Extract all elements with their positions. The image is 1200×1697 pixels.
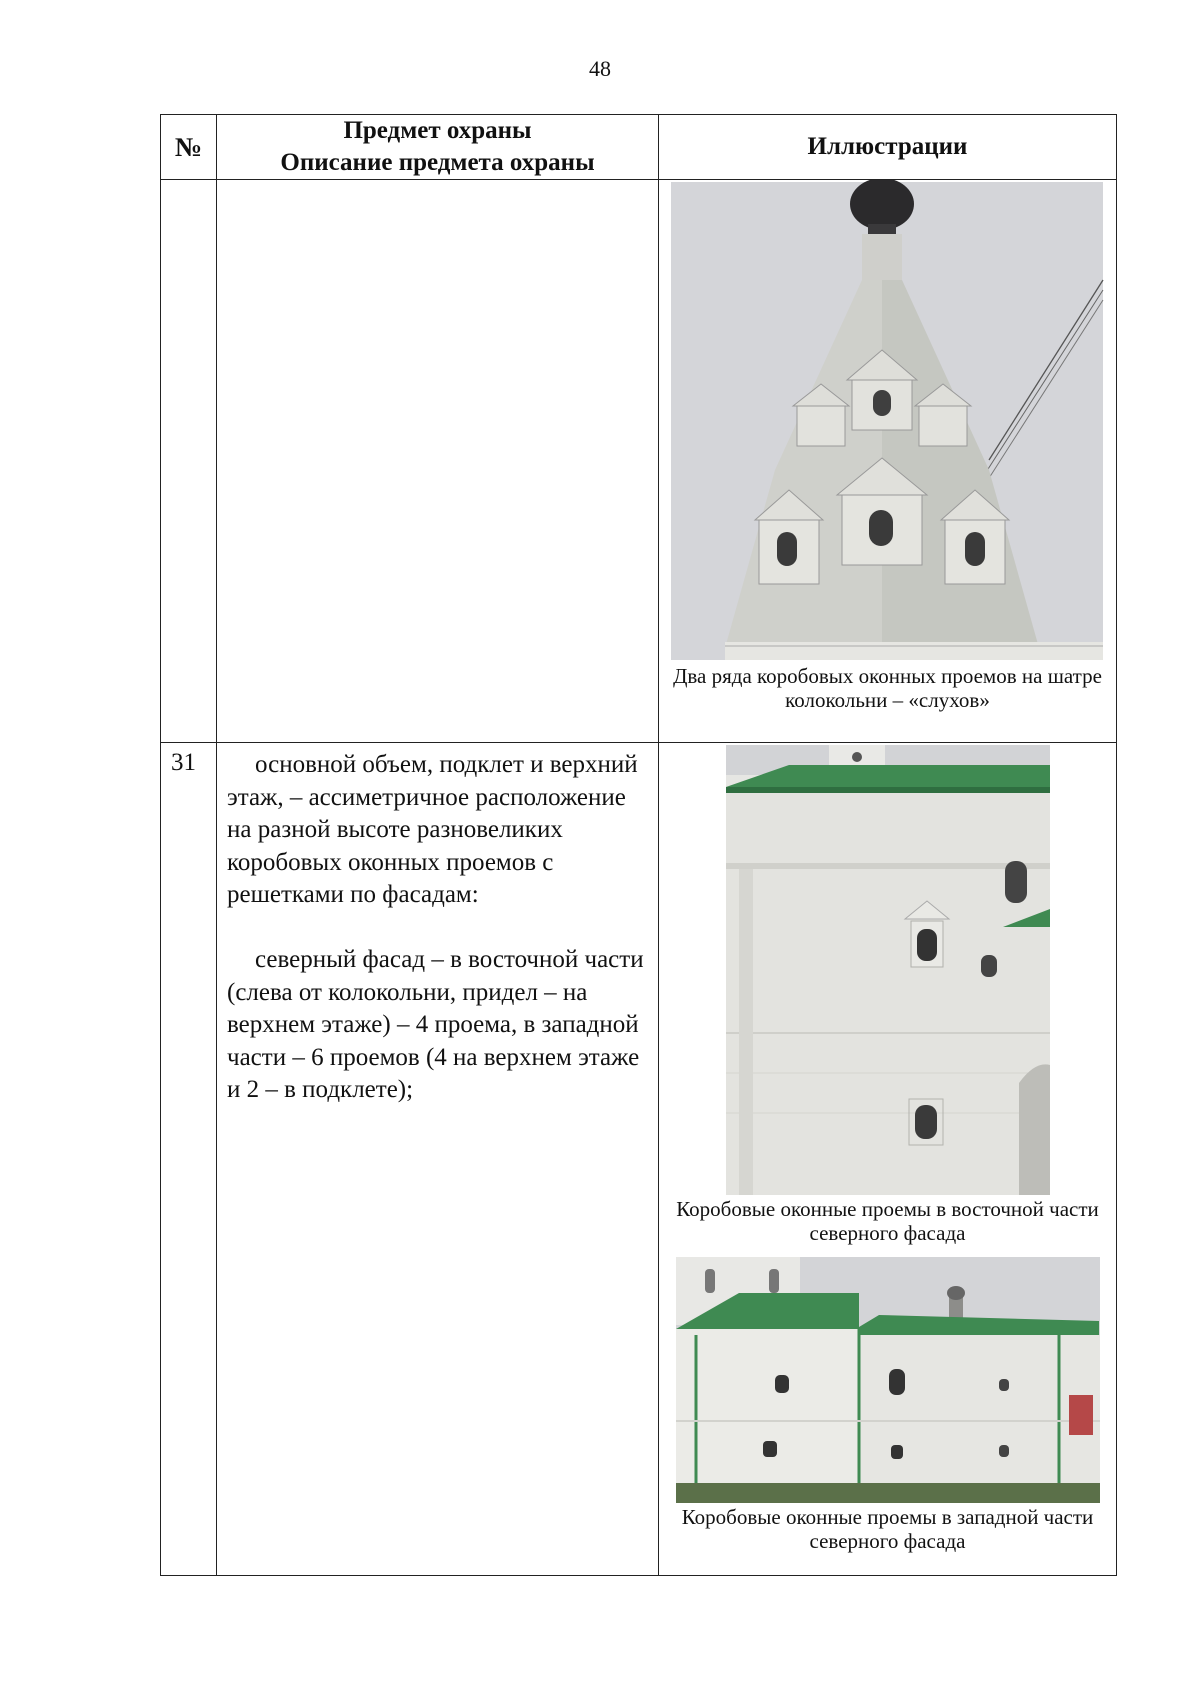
figure-caption: Коробовые оконные проемы в западной части северного фасада [681, 1505, 1094, 1553]
figure [659, 1255, 1116, 1553]
table-header-row [161, 115, 1117, 180]
row-description [217, 743, 659, 1576]
row-number: 31 [161, 743, 217, 1576]
row-number [161, 180, 217, 743]
bell-tower-tent-roof-photo [659, 180, 1117, 664]
row-illustrations [659, 180, 1117, 743]
page-number: 48 [589, 56, 611, 81]
header-subject-line2: Описание предмета охраны [280, 149, 595, 176]
header-illustrations: Иллюстрации [659, 115, 1117, 180]
figure-caption: Коробовые оконные проемы в восточной части северного фасада [676, 1197, 1099, 1245]
protection-subject-table [160, 114, 1117, 1576]
header-subject-line1: Предмет охраны [343, 117, 532, 144]
table-row [161, 180, 1117, 743]
description-paragraph: основной объем, подклет и верхний этаж, – ассиметричное расположение на разной высоте разновеликих коробовых оконных проемов с решетками по фасадам: [227, 751, 638, 908]
row-description [217, 180, 659, 743]
figure [659, 180, 1116, 712]
row-illustrations [659, 743, 1117, 1576]
header-subject [217, 115, 659, 180]
figure-caption: Два ряда коробовых оконных проемов на шатре колокольни – «слухов» [673, 664, 1102, 712]
description-paragraph: северный фасад – в восточной части (слева от колокольни, придел – на верхнем этаже) – 4 проема, в западной части – 6 проемов (4 на верхнем этаже и 2 – в подклете); [227, 946, 644, 1103]
north-facade-west-photo [659, 1255, 1117, 1505]
north-facade-east-photo [659, 743, 1117, 1197]
table-row [161, 743, 1117, 1576]
header-number: № [161, 115, 217, 180]
figure [659, 743, 1116, 1245]
